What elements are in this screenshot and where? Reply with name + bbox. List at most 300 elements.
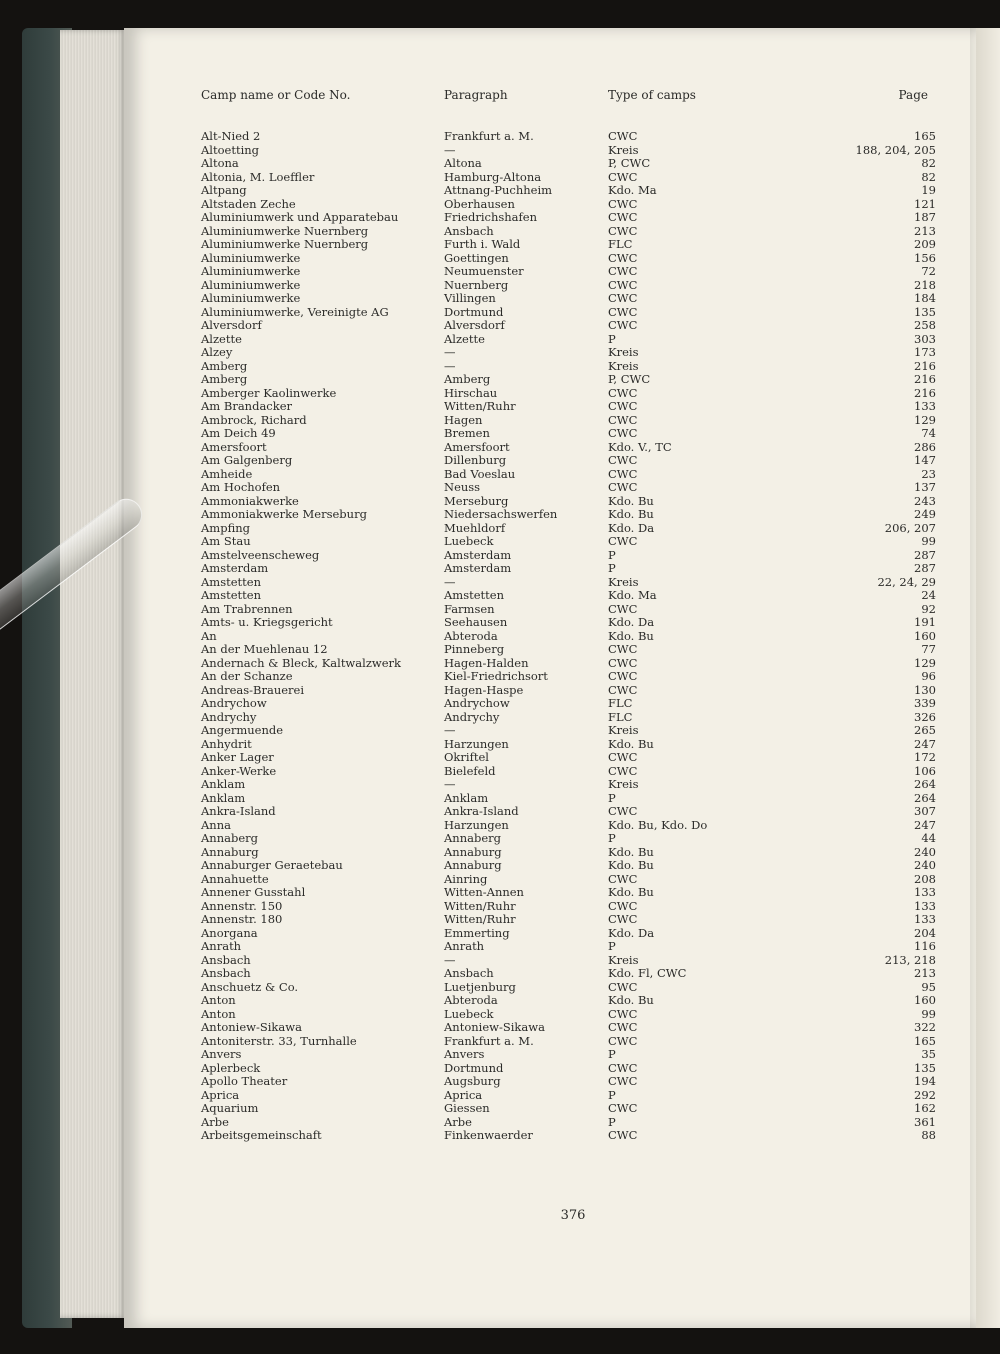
table-row [0,481,1000,495]
camp-type: CWC [608,642,638,656]
paragraph: Hagen [444,412,483,427]
table-row [0,940,1000,954]
page-ref: 307 [914,804,936,818]
page-ref: 133 [914,399,936,413]
page-ref: 106 [914,763,936,778]
camp-type: CWC [608,1060,638,1075]
paragraph: Harzungen [444,817,509,832]
page-ref: 286 [914,439,936,454]
paragraph: Witten/Ruhr [444,399,516,413]
page-ref: 130 [914,682,936,697]
paragraph: Augsburg [444,1074,501,1088]
header-camp-name: Camp name or Code No. [201,88,351,102]
paragraph: Luetjenburg [444,979,516,994]
table-row [0,1102,1000,1116]
table-row [0,360,1000,374]
page-ref: 287 [914,561,936,575]
page-ref: 77 [921,642,936,656]
table-row [0,346,1000,360]
camp-type: P [608,1114,616,1129]
camp-type: CWC [608,385,638,400]
paragraph: Amsterdam [444,561,512,575]
paragraph: Ainring [444,871,488,886]
page-ref: 172 [914,750,936,764]
table-row [0,238,1000,252]
page-ref: 173 [914,345,936,359]
table-row [0,535,1000,549]
page-ref: 133 [914,898,936,913]
camp-type: CWC [608,871,638,886]
table-row [0,130,1000,144]
camp-type: P [608,831,616,845]
camp-name: Altona [201,156,239,170]
table-row [0,1021,1000,1035]
table-row [0,225,1000,239]
page-ref: 292 [914,1087,936,1102]
paragraph: Luebeck [444,534,494,548]
camp-name: Alt-Nied 2 [201,129,261,143]
camp-type: Kdo. Bu [608,507,654,521]
camp-name: Anvers [201,1047,242,1061]
camp-name: Andernach & Bleck, Kaltwalzwerk [201,655,401,670]
table-row [0,211,1000,225]
table-row [0,333,1000,347]
page-ref: 96 [921,669,936,683]
paragraph: Bad Voeslau [444,466,516,481]
page-ref: 209 [914,237,936,251]
table-row [0,873,1000,887]
page-ref: 249 [914,507,936,521]
table-row [0,441,1000,455]
paragraph: — [444,952,456,967]
header-page: Page [898,88,928,102]
page-ref: 204 [914,925,936,940]
camp-type: Kdo. Bu, Kdo. Do [608,817,708,832]
camp-type: CWC [608,466,638,481]
camp-name: Arbeitsgemeinschaft [201,1128,322,1142]
table-row [0,495,1000,509]
camp-type: CWC [608,480,638,494]
paragraph: Friedrichshafen [444,210,537,224]
table-row [0,684,1000,698]
camp-type: CWC [608,196,638,211]
table-row [0,616,1000,630]
camp-type: Kdo. Da [608,615,655,629]
paragraph: — [444,345,456,359]
camp-name: Amberg [201,372,248,386]
paragraph: Witten/Ruhr [444,912,516,926]
paragraph: — [444,142,456,157]
table-row [0,562,1000,576]
camp-type: Kdo. Bu [608,844,654,859]
camp-type: P [608,331,616,346]
camp-type: Kreis [608,952,639,967]
page-ref: 216 [914,372,936,386]
camp-name: Antoniterstr. 33, Turnhalle [201,1033,357,1048]
paragraph: Seehausen [444,615,508,629]
table-row [0,414,1000,428]
camp-name: Am Brandacker [201,399,293,413]
table-row [0,252,1000,266]
page-ref: 264 [914,790,936,805]
page-ref: 147 [914,453,936,467]
camp-name: Aprica [201,1087,240,1102]
camp-name: An der Muehlenau 12 [201,642,328,656]
camp-type: P [608,1047,616,1061]
camp-name: Ansbach [201,966,251,980]
camp-name: Amberger Kaolinwerke [201,385,337,400]
paragraph: Ansbach [444,966,494,980]
paragraph: Frankfurt a. M. [444,1033,534,1048]
paragraph: — [444,777,456,791]
table-row [0,927,1000,941]
camp-name: Altstaden Zeche [201,196,296,211]
paragraph: Dillenburg [444,453,507,467]
page-ref: 243 [914,493,936,508]
camp-type: P [608,561,616,575]
paragraph: Pinneberg [444,642,505,656]
paragraph: Aprica [444,1087,483,1102]
camp-name: Annenstr. 150 [201,898,283,913]
paragraph: Amersfoort [444,439,510,454]
camp-name: Anklam [201,790,246,805]
paragraph: Bielefeld [444,763,496,778]
page-ref: 99 [921,1006,936,1021]
page-ref: 19 [921,183,936,197]
page-ref: 247 [914,817,936,832]
camp-type: Kdo. Ma [608,588,657,602]
table-row [0,603,1000,617]
page-ref: 216 [914,358,936,373]
camp-type: CWC [608,453,638,467]
page-ref: 240 [914,858,936,872]
header-type: Type of camps [608,88,696,102]
camp-name: Arbe [201,1114,229,1129]
page-ref: 303 [914,331,936,346]
table-row [0,1075,1000,1089]
camp-type: Kreis [608,358,639,373]
camp-type: CWC [608,210,638,224]
page-ref: 160 [914,993,936,1007]
camp-name: Amstetten [201,574,261,589]
table-row [0,643,1000,657]
camp-name: Am Stau [201,534,251,548]
camp-name: Amheide [201,466,253,481]
camp-name: Annaburger Geraetebau [201,858,343,872]
paragraph: Finkenwaerder [444,1128,533,1142]
table-row [0,819,1000,833]
table-row [0,549,1000,563]
camp-type: CWC [608,1074,638,1088]
page-ref: 129 [914,412,936,427]
page-ref: 72 [921,264,936,278]
table-row [0,913,1000,927]
camp-type: CWC [608,412,638,427]
camp-name: Amsterdam [201,561,269,575]
page-ref: 44 [921,831,936,845]
camp-name: Andrychy [201,709,257,724]
page-ref: 135 [914,304,936,319]
camp-name: Aquarium [201,1101,259,1115]
paragraph: Hamburg-Altona [444,169,542,184]
table-row [0,1116,1000,1130]
camp-name: Anhydrit [201,736,252,751]
camp-type: Kreis [608,345,639,359]
camp-type: CWC [608,250,638,265]
camp-name: Am Deich 49 [201,426,276,440]
table-row [0,157,1000,171]
camp-name: Am Galgenberg [201,453,293,467]
table-row [0,306,1000,320]
paragraph: Amstetten [444,588,504,602]
table-row [0,1035,1000,1049]
camp-type: CWC [608,1128,638,1142]
camp-name: Anorgana [201,925,258,940]
camp-name: An der Schanze [201,669,293,683]
page-ref: 88 [921,1128,936,1142]
page-ref: 191 [914,615,936,629]
camp-name: Alzette [201,331,242,346]
table-row [0,832,1000,846]
camp-type: CWC [608,655,638,670]
paragraph: Okriftel [444,750,489,764]
camp-type: CWC [608,682,638,697]
camp-name: Anton [201,1006,236,1021]
camp-name: Anrath [201,939,242,953]
page-ref: 213, 218 [884,952,936,967]
paragraph: Giessen [444,1101,490,1115]
camp-name: Amberg [201,358,248,373]
camp-type: FLC [608,237,633,251]
camp-name: Amersfoort [201,439,267,454]
paragraph: Anvers [444,1047,485,1061]
table-row [0,981,1000,995]
table-row [0,1129,1000,1143]
paragraph: Anrath [444,939,485,953]
page-ref: 322 [914,1020,936,1034]
camp-type: Kdo. Da [608,925,655,940]
page-ref: 165 [914,129,936,143]
header-paragraph: Paragraph [444,88,508,102]
page-ref: 206, 207 [884,520,936,535]
table-row [0,886,1000,900]
camp-type: P [608,547,616,562]
camp-type: Kdo. Da [608,520,655,535]
table-row [0,1048,1000,1062]
camp-type: FLC [608,709,633,724]
table-header [0,88,1000,108]
paragraph: Hirschau [444,385,498,400]
paragraph: Andrychow [444,696,510,710]
table-row [0,670,1000,684]
camp-name: Amts- u. Kriegsgericht [201,615,333,629]
camp-name: Ampfing [201,520,251,535]
paragraph: Muehldorf [444,520,506,535]
camp-type: CWC [608,223,638,238]
page-ref: 216 [914,385,936,400]
table-row [0,400,1000,414]
page-ref: 156 [914,250,936,265]
camp-name: Aluminiumwerke Nuernberg [201,237,369,251]
camp-name: Ankra-Island [201,804,276,818]
camp-type: CWC [608,1020,638,1034]
paragraph: Dortmund [444,304,504,319]
camp-name: Am Hochofen [201,480,281,494]
page-ref: 22, 24, 29 [877,574,936,589]
table-row [0,279,1000,293]
camp-type: Kdo. Fl, CWC [608,966,687,980]
paragraph: Amberg [444,372,491,386]
camp-type: CWC [608,898,638,913]
table-row [0,805,1000,819]
table-row [0,724,1000,738]
paragraph: Witten/Ruhr [444,898,516,913]
page-ref: 188, 204, 205 [855,142,936,157]
page-ref: 99 [921,534,936,548]
paragraph: Goettingen [444,250,509,265]
table-row [0,387,1000,401]
table-row [0,198,1000,212]
page-ref: 361 [914,1114,936,1129]
camp-name: Amstelveenscheweg [201,547,320,562]
paragraph: Altona [444,156,482,170]
paragraph: Alversdorf [444,318,505,332]
paragraph: Nuernberg [444,277,509,292]
table-row [0,1089,1000,1103]
paragraph: Attnang-Puchheim [444,183,553,197]
camp-name: Apollo Theater [201,1074,288,1088]
paragraph: Abteroda [444,628,498,643]
camp-name: Alversdorf [201,318,262,332]
camp-name: Annaburg [201,844,259,859]
paragraph: Annaberg [444,831,502,845]
paragraph: Anklam [444,790,489,805]
paragraph: Kiel-Friedrichsort [444,669,548,683]
camp-type: Kdo. Bu [608,628,654,643]
camp-type: CWC [608,399,638,413]
camp-name: Andreas-Brauerei [201,682,305,697]
paragraph: — [444,574,456,589]
camp-name: Altonia, M. Loeffler [201,169,315,184]
camp-name: Anker-Werke [201,763,277,778]
page-ref: 339 [914,696,936,710]
camp-name: An [201,628,217,643]
camp-name: Alzey [201,345,233,359]
table-row [0,967,1000,981]
paragraph: Bremen [444,426,490,440]
paragraph: Antoniew-Sikawa [444,1020,545,1034]
paragraph: Amsterdam [444,547,512,562]
paragraph: — [444,723,456,737]
table-row [0,630,1000,644]
paragraph: Neumuenster [444,264,524,278]
paragraph: Villingen [444,291,496,305]
camp-index-table [0,130,1000,1143]
camp-type: Kdo. V., TC [608,439,672,454]
paragraph: Niedersachswerfen [444,507,558,521]
table-row [0,765,1000,779]
camp-type: P, CWC [608,156,651,170]
page-ref: 95 [921,979,936,994]
table-row [0,738,1000,752]
table-row [0,751,1000,765]
page-ref: 213 [914,223,936,238]
paragraph: Neuss [444,480,481,494]
paragraph: Abteroda [444,993,498,1007]
page-ref: 133 [914,885,936,899]
page-ref: 194 [914,1074,936,1088]
camp-type: P [608,1087,616,1102]
table-row [0,711,1000,725]
camp-name: Altoetting [201,142,260,157]
page-ref: 218 [914,277,936,292]
camp-name: Altpang [201,183,247,197]
camp-name: Aluminiumwerke, Vereinigte AG [201,304,389,319]
table-row [0,792,1000,806]
camp-name: Antoniew-Sikawa [201,1020,302,1034]
page-ref: 264 [914,777,936,791]
table-row [0,1062,1000,1076]
camp-type: CWC [608,169,638,184]
page-ref: 133 [914,912,936,926]
camp-name: Aluminiumwerke Nuernberg [201,223,369,238]
table-row [0,171,1000,185]
page-ref: 213 [914,966,936,980]
camp-type: CWC [608,912,638,926]
table-row [0,508,1000,522]
paragraph: Oberhausen [444,196,515,211]
camp-name: Aluminiumwerk und Apparatebau [201,210,399,224]
page-ref: 265 [914,723,936,737]
table-row [0,144,1000,158]
camp-type: CWC [608,669,638,683]
page-ref: 82 [921,169,936,184]
camp-type: CWC [608,129,638,143]
camp-type: FLC [608,696,633,710]
camp-type: P, CWC [608,372,651,386]
camp-type: CWC [608,763,638,778]
paragraph: Andrychy [444,709,500,724]
paragraph: Annaburg [444,844,502,859]
camp-name: Annener Gusstahl [201,885,306,899]
table-row [0,994,1000,1008]
page-ref: 326 [914,709,936,724]
camp-name: Aplerbeck [201,1060,261,1075]
camp-name: Anna [201,817,231,832]
camp-name: Aluminiumwerke [201,250,301,265]
table-row [0,589,1000,603]
camp-name: Ambrock, Richard [201,412,307,427]
camp-type: Kdo. Bu [608,736,654,751]
camp-name: Anton [201,993,236,1007]
camp-name: Am Trabrennen [201,601,293,616]
page-number: 376 [560,1208,586,1223]
paragraph: Farmsen [444,601,495,616]
page-ref: 187 [914,210,936,224]
camp-name: Anklam [201,777,246,791]
camp-type: Kdo. Ma [608,183,657,197]
paragraph: Arbe [444,1114,472,1129]
page-ref: 208 [914,871,936,886]
camp-name: Ansbach [201,952,251,967]
camp-type: Kdo. Bu [608,885,654,899]
table-row [0,859,1000,873]
table-row [0,522,1000,536]
camp-name: Annenstr. 180 [201,912,283,926]
camp-name: Aluminiumwerke [201,291,301,305]
paragraph: Hagen-Haspe [444,682,524,697]
page-ref: 258 [914,318,936,332]
